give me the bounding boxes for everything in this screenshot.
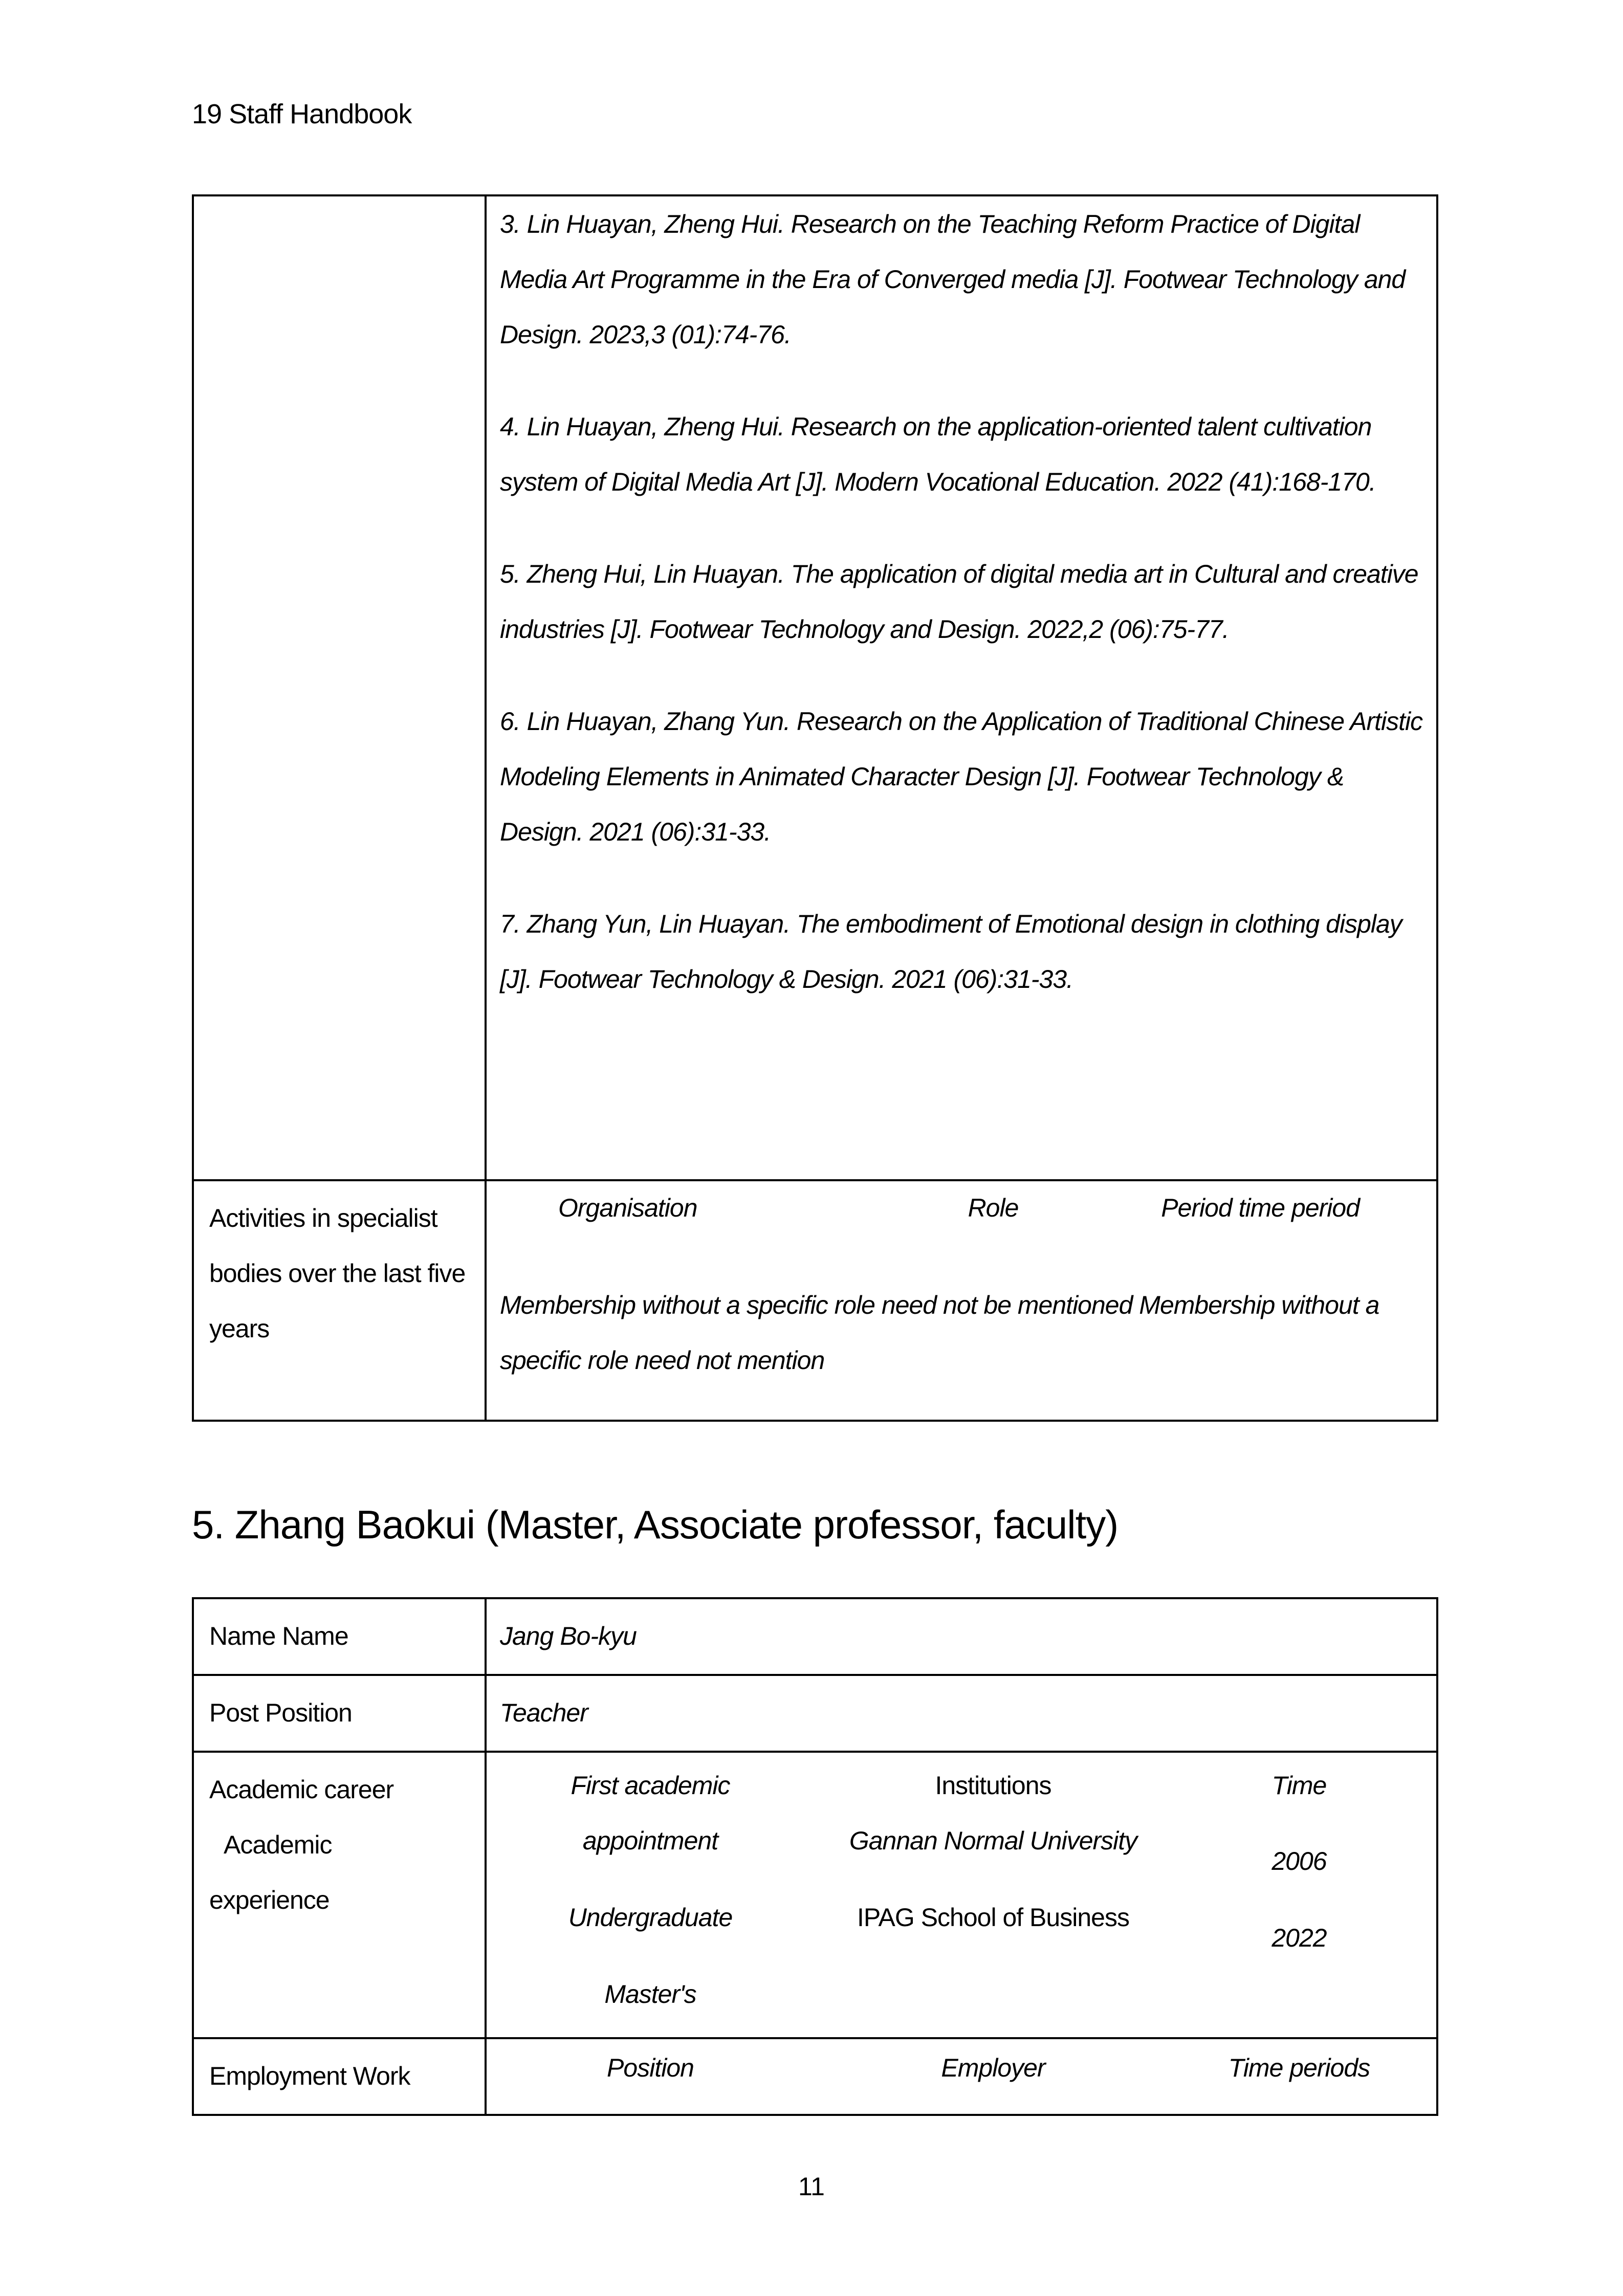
employment-col-time-periods: Time periods	[1228, 2054, 1370, 2082]
publication-item: 5. Zheng Hui, Lin Huayan. The application of digital media art in Cultural and creative industries [J]. Footwear Technology and Design. 2022,2 (06):75-77.	[500, 560, 1418, 644]
time-item: 2022	[1271, 1924, 1327, 1952]
employment-col-position: Position	[607, 2054, 694, 2082]
institution-item: Gannan Normal University	[849, 1826, 1137, 1855]
publication-item: 6. Lin Huayan, Zhang Yun. Research on the Application of Traditional Chinese Artistic Modeling Elements in Animated Character Design [J]. Footwear Technology & Design. 2021 (06):31-33.	[500, 707, 1423, 846]
page-number: 11	[798, 2172, 825, 2201]
post-label: Post Position	[193, 1675, 486, 1752]
academic-label	[193, 1752, 486, 2038]
staff-profile-table	[192, 1597, 1438, 2116]
academic-time-column	[1172, 1758, 1426, 2022]
academic-cell	[486, 1752, 1437, 2038]
degree-line: appointment	[582, 1826, 718, 1855]
academic-row	[193, 1752, 1437, 2038]
academic-label-line: Academic	[224, 1830, 332, 1859]
employment-label: Employment Work	[193, 2038, 486, 2115]
activities-col-period: Period time period	[1161, 1194, 1359, 1222]
activities-header	[500, 1181, 1426, 1226]
activities-label: Activities in specialist bodies over the last five years	[193, 1180, 486, 1421]
publication-item: 3. Lin Huayan, Zheng Hui. Research on the Teaching Reform Practice of Digital Media Art Programme in the Era of Converged media [J]. Footwear Technology and Design. 2023,3 (01):74-76.	[500, 210, 1406, 349]
academic-degree-column	[487, 1758, 814, 2022]
name-row	[193, 1598, 1437, 1675]
publications-label-cell	[193, 195, 486, 1180]
time-header: Time	[1271, 1771, 1327, 1800]
activities-row	[193, 1180, 1437, 1421]
section-heading: 5. Zhang Baokui (Master, Associate professor, faculty)	[192, 1502, 1118, 1547]
post-value: Teacher	[486, 1675, 1437, 1752]
activities-note: Membership without a specific role need not be mentioned Membership without a specific role need not mention	[500, 1291, 1379, 1375]
employment-row	[193, 2038, 1437, 2115]
employment-header	[487, 2039, 1426, 2088]
academic-grid	[487, 1753, 1426, 2022]
degree-line: Undergraduate	[568, 1903, 733, 1932]
time-item: 2006	[1271, 1847, 1327, 1875]
degree-line: Master's	[604, 1980, 696, 2008]
academic-label-line: experience	[209, 1886, 330, 1914]
publications-table	[192, 194, 1438, 1422]
employment-cell	[486, 2038, 1437, 2115]
name-label: Name Name	[193, 1598, 486, 1675]
activities-cell	[486, 1180, 1437, 1421]
activities-col-role: Role	[968, 1194, 1019, 1222]
degree-line: First academic	[571, 1771, 730, 1800]
institutions-header: Institutions	[935, 1771, 1051, 1800]
post-row	[193, 1675, 1437, 1752]
publications-cell	[486, 195, 1437, 1180]
institution-item: IPAG School of Business	[857, 1903, 1129, 1932]
publication-item: 7. Zhang Yun, Lin Huayan. The embodiment of Emotional design in clothing display [J]. Footwear Technology & Design. 2021 (06):31-33.	[500, 910, 1402, 994]
publication-item: 4. Lin Huayan, Zheng Hui. Research on the application-oriented talent cultivation system of Digital Media Art [J]. Modern Vocational Education. 2022 (41):168-170.	[500, 412, 1376, 496]
employment-col-employer: Employer	[941, 2054, 1045, 2082]
name-value: Jang Bo-kyu	[486, 1598, 1437, 1675]
academic-institution-column	[814, 1758, 1172, 2022]
activities-col-organisation: Organisation	[558, 1194, 697, 1222]
running-header: 19 Staff Handbook	[192, 99, 412, 129]
academic-label-line: Academic career	[209, 1775, 394, 1804]
publications-row	[193, 195, 1437, 1180]
